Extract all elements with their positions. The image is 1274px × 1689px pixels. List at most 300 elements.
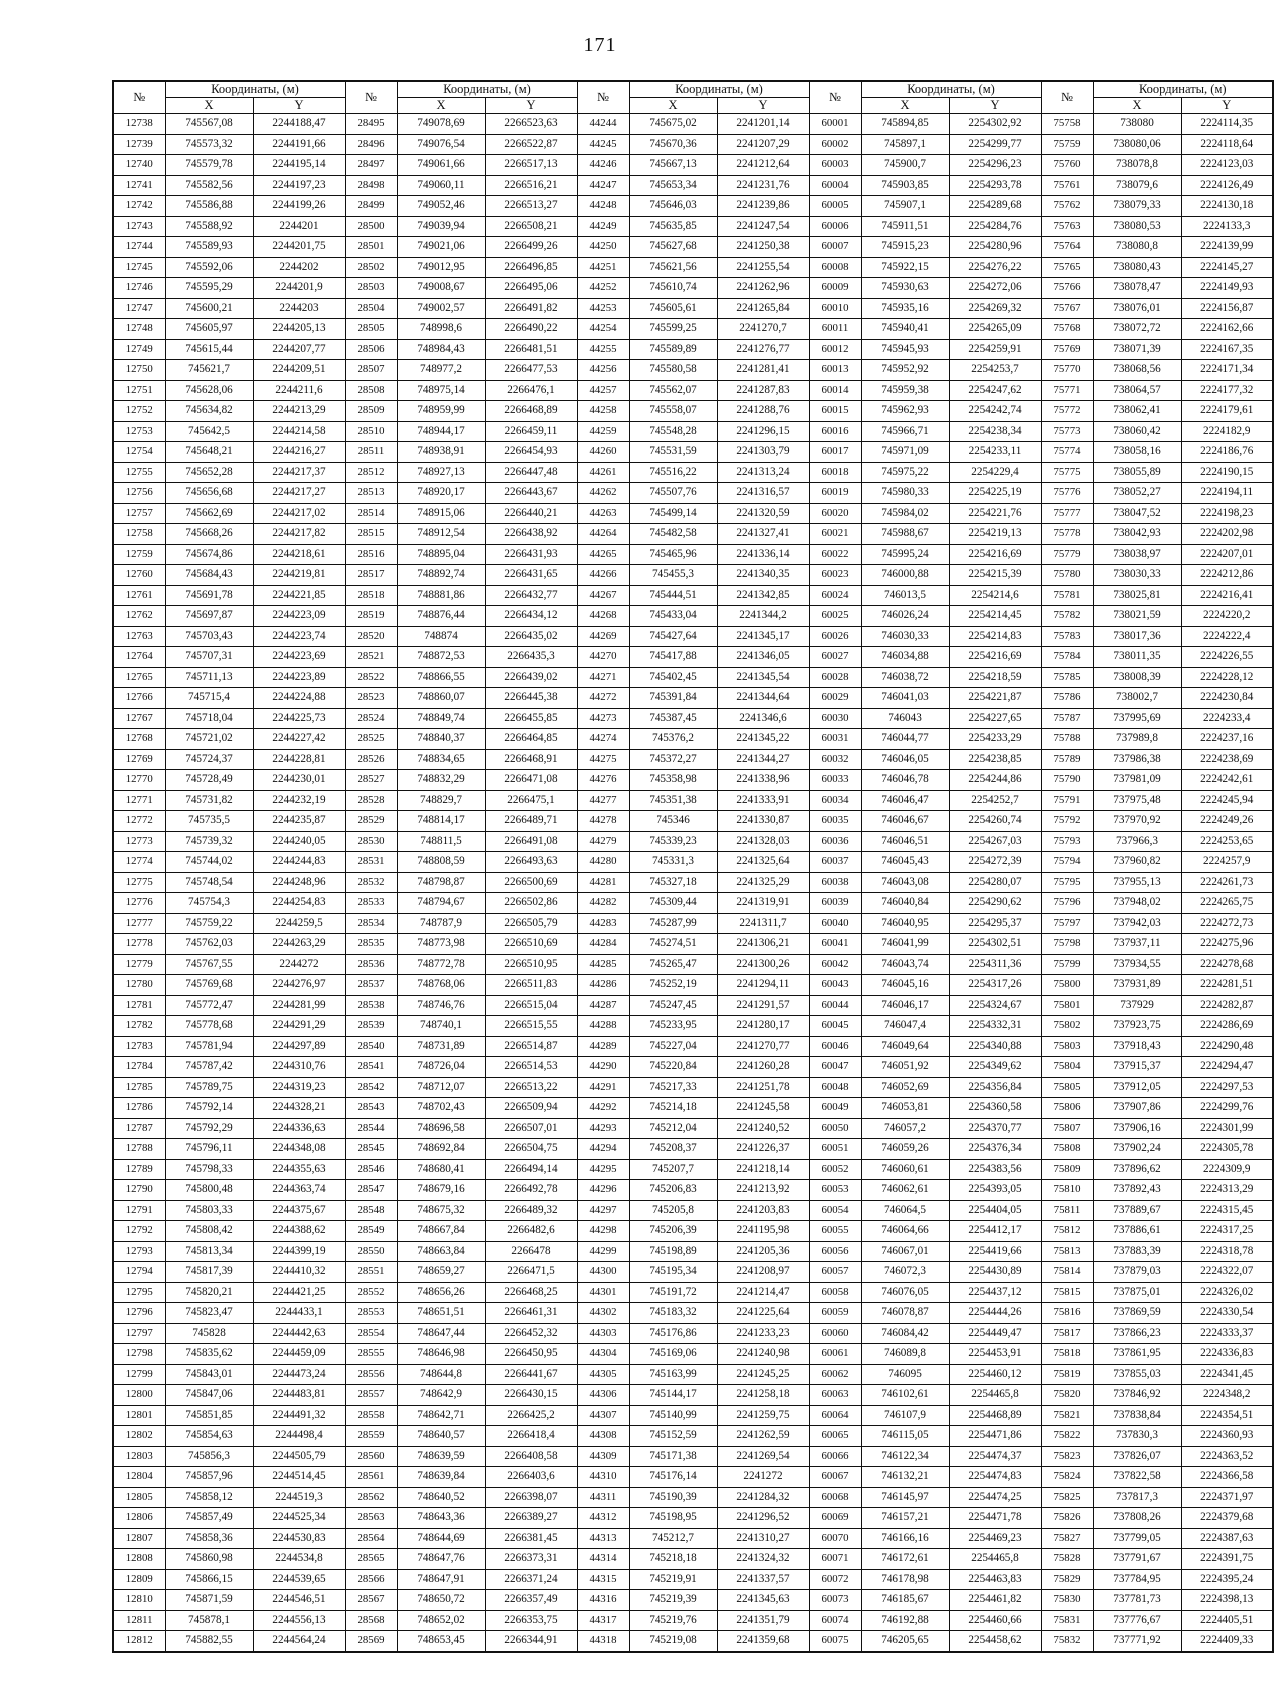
coord-x-cell: 749039,94 [397, 216, 485, 237]
coord-y-cell: 2244227,42 [253, 729, 345, 750]
point-number-cell: 28565 [345, 1549, 397, 1570]
coord-y-cell: 2266381,45 [485, 1528, 577, 1549]
coord-y-cell: 2266493,63 [485, 852, 577, 873]
coord-y-cell: 2266443,67 [485, 483, 577, 504]
coord-x-cell: 745646,03 [629, 196, 717, 217]
coord-x-cell: 746038,72 [861, 667, 949, 688]
coord-x-cell: 748702,43 [397, 1098, 485, 1119]
coord-y-cell: 2254404,05 [949, 1200, 1041, 1221]
coord-x-cell: 748920,17 [397, 483, 485, 504]
coord-y-cell: 2266489,71 [485, 811, 577, 832]
coord-x-cell: 745808,42 [165, 1221, 253, 1242]
coord-y-cell: 2244223,74 [253, 626, 345, 647]
table-row [113, 1528, 1273, 1549]
coord-x-cell: 745871,59 [165, 1590, 253, 1611]
coord-x-cell: 746026,24 [861, 606, 949, 627]
coord-y-cell: 2254215,39 [949, 565, 1041, 586]
point-number-cell: 44283 [577, 913, 629, 934]
point-number-cell: 28531 [345, 852, 397, 873]
coord-x-cell: 745962,93 [861, 401, 949, 422]
point-number-cell: 12800 [113, 1385, 165, 1406]
point-number-cell: 60017 [809, 442, 861, 463]
point-number-cell: 44290 [577, 1057, 629, 1078]
point-number-cell: 44301 [577, 1282, 629, 1303]
table-row [113, 421, 1273, 442]
coord-y-cell: 2266513,22 [485, 1077, 577, 1098]
coord-y-cell: 2254218,59 [949, 667, 1041, 688]
coord-y-cell: 2224126,49 [1181, 175, 1273, 196]
coord-x-cell: 748692,84 [397, 1139, 485, 1160]
table-row [113, 1631, 1273, 1652]
coord-x-cell: 748640,52 [397, 1487, 485, 1508]
coord-y-cell: 2224123,03 [1181, 155, 1273, 176]
table-row [113, 872, 1273, 893]
coord-x-cell: 745684,43 [165, 565, 253, 586]
coord-x-cell: 745600,21 [165, 298, 253, 319]
coord-x-cell: 737896,62 [1093, 1159, 1181, 1180]
table-row [113, 442, 1273, 463]
point-number-cell: 60071 [809, 1549, 861, 1570]
coord-x-cell: 746107,9 [861, 1405, 949, 1426]
point-number-cell: 75801 [1041, 995, 1093, 1016]
point-number-cell: 12768 [113, 729, 165, 750]
point-number-cell: 28560 [345, 1446, 397, 1467]
coord-y-cell: 2244519,3 [253, 1487, 345, 1508]
point-number-cell: 28559 [345, 1426, 397, 1447]
point-number-cell: 12784 [113, 1057, 165, 1078]
coord-y-cell: 2241233,23 [717, 1323, 809, 1344]
table-row [113, 913, 1273, 934]
coord-y-cell: 2241337,57 [717, 1569, 809, 1590]
point-number-cell: 60030 [809, 708, 861, 729]
coord-x-cell: 748849,74 [397, 708, 485, 729]
point-number-cell: 60059 [809, 1303, 861, 1324]
point-number-cell: 12777 [113, 913, 165, 934]
point-number-cell: 75785 [1041, 667, 1093, 688]
coord-x-cell: 745218,18 [629, 1549, 717, 1570]
coord-y-cell: 2254265,09 [949, 319, 1041, 340]
coord-y-cell: 2254430,89 [949, 1262, 1041, 1283]
table-row [113, 1180, 1273, 1201]
point-number-cell: 75817 [1041, 1323, 1093, 1344]
coord-y-cell: 2266431,65 [485, 565, 577, 586]
coord-x-cell: 745817,39 [165, 1262, 253, 1283]
point-number-cell: 60067 [809, 1467, 861, 1488]
table-row [113, 1385, 1273, 1406]
point-number-cell: 44296 [577, 1180, 629, 1201]
point-number-cell: 28508 [345, 380, 397, 401]
coord-y-cell: 2254227,65 [949, 708, 1041, 729]
coord-y-cell: 2244473,24 [253, 1364, 345, 1385]
coord-x-cell: 745207,7 [629, 1159, 717, 1180]
coord-x-cell: 745376,2 [629, 729, 717, 750]
coord-y-cell: 2254252,7 [949, 790, 1041, 811]
coord-x-cell: 737912,05 [1093, 1077, 1181, 1098]
coord-x-cell: 745866,15 [165, 1569, 253, 1590]
coord-y-cell: 2254412,17 [949, 1221, 1041, 1242]
point-number-cell: 28501 [345, 237, 397, 258]
coord-x-cell: 749021,06 [397, 237, 485, 258]
coord-x-cell: 748675,32 [397, 1200, 485, 1221]
coord-x-cell: 746067,01 [861, 1241, 949, 1262]
coord-y-cell: 2224315,45 [1181, 1200, 1273, 1221]
coord-y-cell: 2266438,92 [485, 524, 577, 545]
header-coordinates: Координаты, (м) [397, 81, 577, 98]
coord-x-cell: 746060,61 [861, 1159, 949, 1180]
coord-y-cell: 2244328,21 [253, 1098, 345, 1119]
point-number-cell: 60055 [809, 1221, 861, 1242]
point-number-cell: 75765 [1041, 257, 1093, 278]
coord-y-cell: 2254295,37 [949, 913, 1041, 934]
coord-y-cell: 2254216,69 [949, 544, 1041, 565]
coord-x-cell: 745940,41 [861, 319, 949, 340]
coord-x-cell: 737892,43 [1093, 1180, 1181, 1201]
point-number-cell: 44270 [577, 647, 629, 668]
point-number-cell: 60022 [809, 544, 861, 565]
coord-y-cell: 2266523,63 [485, 114, 577, 135]
coord-y-cell: 2241319,91 [717, 893, 809, 914]
header-y: Y [949, 98, 1041, 114]
coord-x-cell: 745140,99 [629, 1405, 717, 1426]
coord-y-cell: 2266430,15 [485, 1385, 577, 1406]
point-number-cell: 12806 [113, 1508, 165, 1529]
coord-y-cell: 2224233,4 [1181, 708, 1273, 729]
coord-y-cell: 2244218,61 [253, 544, 345, 565]
coord-x-cell: 746043,08 [861, 872, 949, 893]
coord-x-cell: 748680,41 [397, 1159, 485, 1180]
point-number-cell: 44244 [577, 114, 629, 135]
coord-x-cell: 738008,39 [1093, 667, 1181, 688]
point-number-cell: 75793 [1041, 831, 1093, 852]
coord-y-cell: 2254289,68 [949, 196, 1041, 217]
point-number-cell: 75805 [1041, 1077, 1093, 1098]
point-number-cell: 28503 [345, 278, 397, 299]
coord-x-cell: 746059,26 [861, 1139, 949, 1160]
point-number-cell: 60045 [809, 1016, 861, 1037]
coord-y-cell: 2241270,77 [717, 1036, 809, 1057]
point-number-cell: 44309 [577, 1446, 629, 1467]
coord-y-cell: 2244564,24 [253, 1631, 345, 1652]
point-number-cell: 28522 [345, 667, 397, 688]
point-number-cell: 28561 [345, 1467, 397, 1488]
header-coordinates: Координаты, (м) [165, 81, 345, 98]
coord-y-cell: 2241325,64 [717, 852, 809, 873]
point-number-cell: 12771 [113, 790, 165, 811]
coord-y-cell: 2224237,16 [1181, 729, 1273, 750]
point-number-cell: 44289 [577, 1036, 629, 1057]
coord-x-cell: 748644,69 [397, 1528, 485, 1549]
coord-x-cell: 746046,47 [861, 790, 949, 811]
coord-y-cell: 2254458,62 [949, 1631, 1041, 1652]
coord-x-cell: 748647,91 [397, 1569, 485, 1590]
coord-x-cell: 745754,3 [165, 893, 253, 914]
coord-y-cell: 2241345,17 [717, 626, 809, 647]
point-number-cell: 60019 [809, 483, 861, 504]
table-row [113, 667, 1273, 688]
coord-x-cell: 746030,33 [861, 626, 949, 647]
coord-x-cell: 738078,47 [1093, 278, 1181, 299]
coord-x-cell: 748696,58 [397, 1118, 485, 1139]
point-number-cell: 28549 [345, 1221, 397, 1242]
coord-y-cell: 2266515,55 [485, 1016, 577, 1037]
point-number-cell: 75797 [1041, 913, 1093, 934]
point-number-cell: 44300 [577, 1262, 629, 1283]
table-row [113, 114, 1273, 135]
coord-y-cell: 2241327,41 [717, 524, 809, 545]
coord-y-cell: 2224133,3 [1181, 216, 1273, 237]
coord-x-cell: 746095 [861, 1364, 949, 1385]
coord-x-cell: 745144,17 [629, 1385, 717, 1406]
point-number-cell: 44256 [577, 360, 629, 381]
coord-y-cell: 2254461,82 [949, 1590, 1041, 1611]
coord-x-cell: 748938,91 [397, 442, 485, 463]
coord-y-cell: 2254393,05 [949, 1180, 1041, 1201]
coord-y-cell: 2241288,76 [717, 401, 809, 422]
coord-y-cell: 2266468,25 [485, 1282, 577, 1303]
point-number-cell: 44295 [577, 1159, 629, 1180]
point-number-cell: 28568 [345, 1610, 397, 1631]
point-number-cell: 60052 [809, 1159, 861, 1180]
point-number-cell: 75790 [1041, 770, 1093, 791]
point-number-cell: 75799 [1041, 954, 1093, 975]
coord-x-cell: 745662,69 [165, 503, 253, 524]
coord-x-cell: 746185,67 [861, 1590, 949, 1611]
coord-x-cell: 737931,89 [1093, 975, 1181, 996]
coord-y-cell: 2241320,59 [717, 503, 809, 524]
point-number-cell: 44294 [577, 1139, 629, 1160]
header-y: Y [485, 98, 577, 114]
coord-y-cell: 2266475,1 [485, 790, 577, 811]
point-number-cell: 44277 [577, 790, 629, 811]
point-number-cell: 75775 [1041, 462, 1093, 483]
point-number-cell: 75791 [1041, 790, 1093, 811]
coord-x-cell: 737995,69 [1093, 708, 1181, 729]
point-number-cell: 28534 [345, 913, 397, 934]
point-number-cell: 12765 [113, 667, 165, 688]
table-row [113, 1098, 1273, 1119]
coord-y-cell: 2241291,57 [717, 995, 809, 1016]
coord-x-cell: 745813,34 [165, 1241, 253, 1262]
coord-y-cell: 2266357,49 [485, 1590, 577, 1611]
point-number-cell: 60023 [809, 565, 861, 586]
coord-x-cell: 737918,43 [1093, 1036, 1181, 1057]
coord-y-cell: 2266516,21 [485, 175, 577, 196]
coord-x-cell: 746076,05 [861, 1282, 949, 1303]
point-number-cell: 60014 [809, 380, 861, 401]
coord-x-cell: 738060,42 [1093, 421, 1181, 442]
coord-y-cell: 2254340,88 [949, 1036, 1041, 1057]
coord-x-cell: 745190,39 [629, 1487, 717, 1508]
coord-y-cell: 2254449,47 [949, 1323, 1041, 1344]
coord-x-cell: 748643,36 [397, 1508, 485, 1529]
coord-y-cell: 2224354,51 [1181, 1405, 1273, 1426]
point-number-cell: 75763 [1041, 216, 1093, 237]
coord-x-cell: 738042,93 [1093, 524, 1181, 545]
coord-y-cell: 2241212,64 [717, 155, 809, 176]
coord-y-cell: 2254317,26 [949, 975, 1041, 996]
coord-x-cell: 746053,81 [861, 1098, 949, 1119]
coord-x-cell: 746046,05 [861, 749, 949, 770]
coord-y-cell: 2266490,22 [485, 319, 577, 340]
coord-y-cell: 2266495,06 [485, 278, 577, 299]
point-number-cell: 75782 [1041, 606, 1093, 627]
point-number-cell: 44260 [577, 442, 629, 463]
point-number-cell: 12787 [113, 1118, 165, 1139]
coord-y-cell: 2241300,26 [717, 954, 809, 975]
point-number-cell: 12747 [113, 298, 165, 319]
coord-x-cell: 745911,51 [861, 216, 949, 237]
coord-x-cell: 738076,01 [1093, 298, 1181, 319]
coord-x-cell: 745358,98 [629, 770, 717, 791]
coord-y-cell: 2266491,08 [485, 831, 577, 852]
coord-y-cell: 2244530,83 [253, 1528, 345, 1549]
point-number-cell: 28498 [345, 175, 397, 196]
coord-x-cell: 738058,16 [1093, 442, 1181, 463]
coord-y-cell: 2244219,81 [253, 565, 345, 586]
table-row [113, 1508, 1273, 1529]
coord-y-cell: 2224313,29 [1181, 1180, 1273, 1201]
coord-x-cell: 737799,05 [1093, 1528, 1181, 1549]
point-number-cell: 44246 [577, 155, 629, 176]
table-row [113, 1323, 1273, 1344]
coord-x-cell: 746046,78 [861, 770, 949, 791]
point-number-cell: 60072 [809, 1569, 861, 1590]
point-number-cell: 75795 [1041, 872, 1093, 893]
coord-y-cell: 2241336,14 [717, 544, 809, 565]
coord-x-cell: 745465,96 [629, 544, 717, 565]
coord-y-cell: 2224167,35 [1181, 339, 1273, 360]
coord-y-cell: 2244498,4 [253, 1426, 345, 1447]
coord-x-cell: 738079,6 [1093, 175, 1181, 196]
coord-x-cell: 745728,49 [165, 770, 253, 791]
coord-y-cell: 2266450,95 [485, 1344, 577, 1365]
coord-x-cell: 745656,68 [165, 483, 253, 504]
coord-y-cell: 2244539,65 [253, 1569, 345, 1590]
coord-x-cell: 748811,5 [397, 831, 485, 852]
coord-y-cell: 2254471,86 [949, 1426, 1041, 1447]
point-number-cell: 12739 [113, 134, 165, 155]
coord-x-cell: 746041,03 [861, 688, 949, 709]
point-number-cell: 28548 [345, 1200, 397, 1221]
coord-y-cell: 2224216,41 [1181, 585, 1273, 606]
coord-x-cell: 748834,65 [397, 749, 485, 770]
coord-x-cell: 748876,44 [397, 606, 485, 627]
point-number-cell: 28563 [345, 1508, 397, 1529]
point-number-cell: 28547 [345, 1180, 397, 1201]
coord-x-cell: 746040,95 [861, 913, 949, 934]
coord-x-cell: 745171,38 [629, 1446, 717, 1467]
coord-y-cell: 2254349,62 [949, 1057, 1041, 1078]
coord-x-cell: 738080,8 [1093, 237, 1181, 258]
coord-x-cell: 745219,76 [629, 1610, 717, 1631]
coord-x-cell: 745339,23 [629, 831, 717, 852]
coord-y-cell: 2241250,38 [717, 237, 809, 258]
point-number-cell: 44252 [577, 278, 629, 299]
point-number-cell: 12775 [113, 872, 165, 893]
coord-x-cell: 737907,86 [1093, 1098, 1181, 1119]
point-number-cell: 28518 [345, 585, 397, 606]
coord-y-cell: 2224275,96 [1181, 934, 1273, 955]
point-number-cell: 12740 [113, 155, 165, 176]
coord-x-cell: 748927,13 [397, 462, 485, 483]
point-number-cell: 75807 [1041, 1118, 1093, 1139]
point-number-cell: 28504 [345, 298, 397, 319]
table-row [113, 831, 1273, 852]
coord-y-cell: 2224336,83 [1181, 1344, 1273, 1365]
coord-y-cell: 2244213,29 [253, 401, 345, 422]
point-number-cell: 60003 [809, 155, 861, 176]
point-number-cell: 60073 [809, 1590, 861, 1611]
coord-x-cell: 745605,61 [629, 298, 717, 319]
coord-x-cell: 745952,92 [861, 360, 949, 381]
point-number-cell: 12776 [113, 893, 165, 914]
coord-y-cell: 2266489,32 [485, 1200, 577, 1221]
coord-y-cell: 2266432,77 [485, 585, 577, 606]
coord-x-cell: 745582,56 [165, 175, 253, 196]
coord-y-cell: 2254259,91 [949, 339, 1041, 360]
coord-x-cell: 746046,51 [861, 831, 949, 852]
point-number-cell: 44288 [577, 1016, 629, 1037]
coord-x-cell: 748647,44 [397, 1323, 485, 1344]
coord-y-cell: 2241310,27 [717, 1528, 809, 1549]
point-number-cell: 28502 [345, 257, 397, 278]
point-number-cell: 12753 [113, 421, 165, 442]
coord-x-cell: 745744,02 [165, 852, 253, 873]
coord-y-cell: 2241259,75 [717, 1405, 809, 1426]
point-number-cell: 28526 [345, 749, 397, 770]
coord-y-cell: 2224228,12 [1181, 667, 1273, 688]
header-y: Y [253, 98, 345, 114]
coord-y-cell: 2224114,35 [1181, 114, 1273, 135]
coord-x-cell: 745707,31 [165, 647, 253, 668]
coord-y-cell: 2244259,5 [253, 913, 345, 934]
point-number-cell: 44271 [577, 667, 629, 688]
coord-y-cell: 2241270,7 [717, 319, 809, 340]
point-number-cell: 44287 [577, 995, 629, 1016]
coord-x-cell: 745198,95 [629, 1508, 717, 1529]
coord-x-cell: 749002,57 [397, 298, 485, 319]
coord-y-cell: 2254216,69 [949, 647, 1041, 668]
point-number-cell: 28569 [345, 1631, 397, 1652]
point-number-cell: 60010 [809, 298, 861, 319]
coord-x-cell: 738011,35 [1093, 647, 1181, 668]
coord-y-cell: 2241276,77 [717, 339, 809, 360]
coord-x-cell: 748959,99 [397, 401, 485, 422]
coord-y-cell: 2224309,9 [1181, 1159, 1273, 1180]
table-row [113, 544, 1273, 565]
coord-y-cell: 2254225,19 [949, 483, 1041, 504]
coord-x-cell: 748984,43 [397, 339, 485, 360]
point-number-cell: 28523 [345, 688, 397, 709]
point-number-cell: 44261 [577, 462, 629, 483]
table-row [113, 1344, 1273, 1365]
point-number-cell: 75787 [1041, 708, 1093, 729]
coord-x-cell: 737883,39 [1093, 1241, 1181, 1262]
table-row [113, 1549, 1273, 1570]
point-number-cell: 44312 [577, 1508, 629, 1529]
point-number-cell: 12792 [113, 1221, 165, 1242]
point-number-cell: 28516 [345, 544, 397, 565]
point-number-cell: 44253 [577, 298, 629, 319]
coord-x-cell: 746145,97 [861, 1487, 949, 1508]
coord-x-cell: 748768,06 [397, 975, 485, 996]
coord-y-cell: 2266517,13 [485, 155, 577, 176]
coord-y-cell: 2244375,67 [253, 1200, 345, 1221]
coord-y-cell: 2224366,58 [1181, 1467, 1273, 1488]
header-coordinates: Координаты, (м) [1093, 81, 1273, 98]
point-number-cell: 44291 [577, 1077, 629, 1098]
point-number-cell: 60025 [809, 606, 861, 627]
